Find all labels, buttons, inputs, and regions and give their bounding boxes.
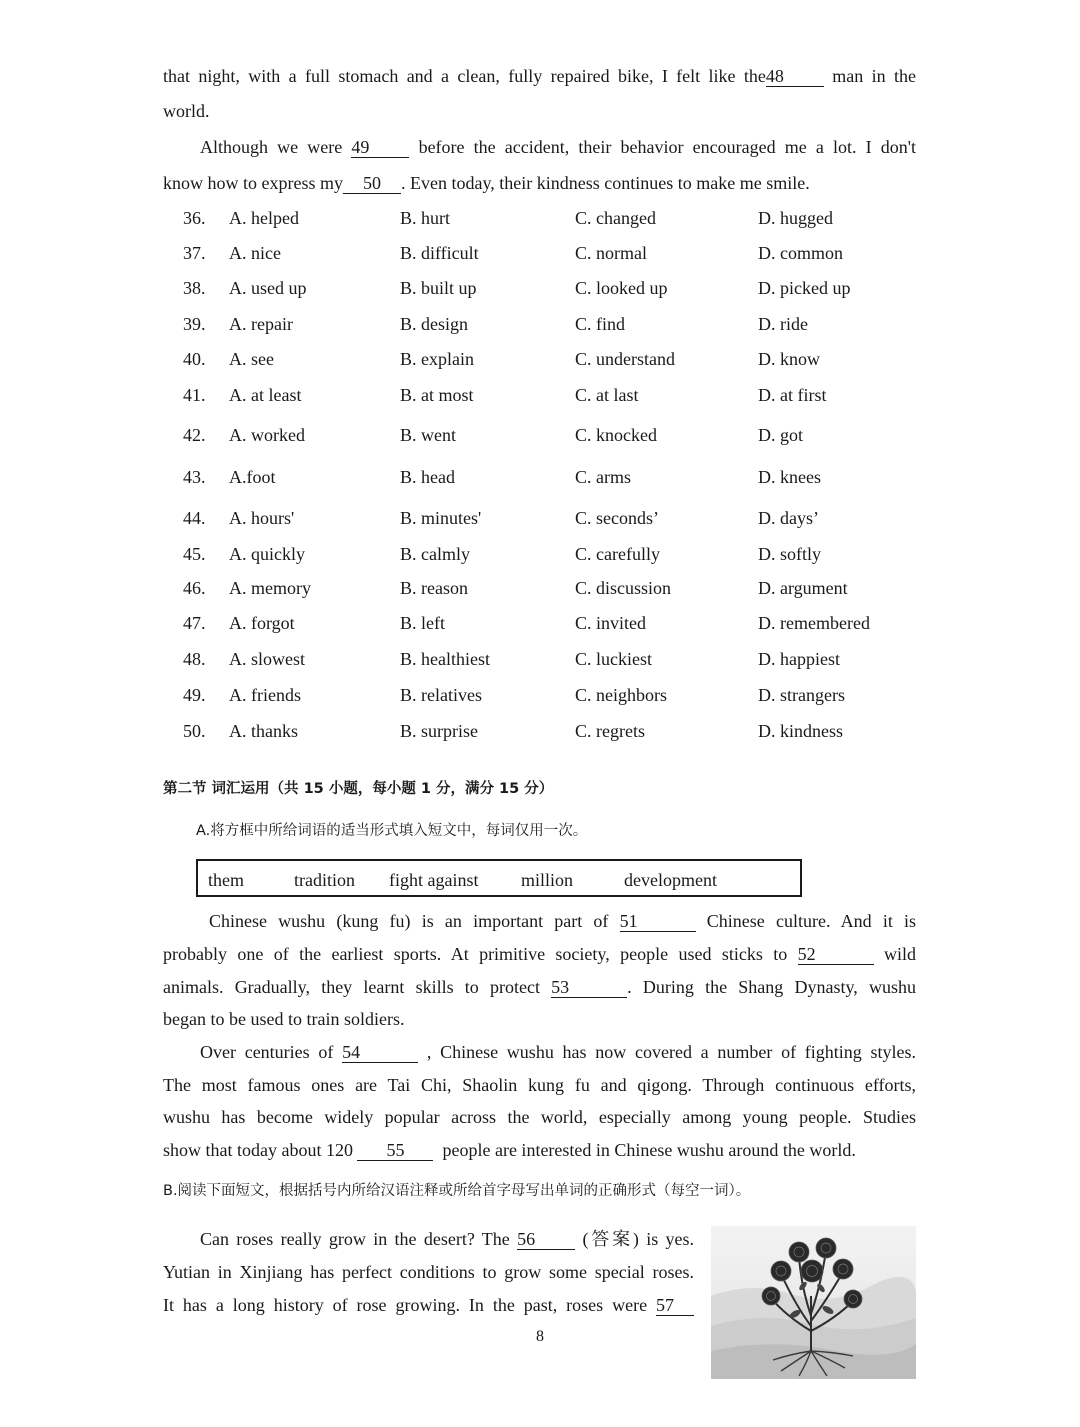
option-b: B. hurt — [400, 208, 451, 228]
option-a: A. friends — [229, 685, 301, 705]
blank-52: 52 — [798, 945, 874, 965]
blank-53: 53 — [551, 978, 627, 998]
blank-55: 55 — [357, 1141, 433, 1161]
option-a: A. repair — [229, 314, 293, 334]
option-row: 44. A. hours' B. minutes' C. seconds’ D. days’ — [183, 508, 819, 528]
option-b: B. head — [400, 467, 455, 487]
desert-rose-image — [711, 1226, 916, 1379]
blank-48: 48 — [766, 67, 824, 87]
blank-49: 49 — [351, 138, 409, 158]
option-c: C. luckiest — [575, 649, 652, 669]
option-d: D. ride — [758, 314, 808, 334]
option-b: B. went — [400, 425, 456, 445]
option-a: A. used up — [229, 278, 307, 298]
word-box-item: them — [208, 870, 244, 890]
option-c: C. at last — [575, 385, 639, 405]
passage-line: Although we were 49 before the accident, their behavior encouraged me a lot. I don't — [200, 137, 917, 157]
option-a: A. slowest — [229, 649, 305, 669]
option-b: B. minutes' — [400, 508, 482, 528]
passage-line: know how to express my 50 . Even today, their kindness continues to make me smile. — [163, 173, 810, 193]
passage-line: animals. Gradually, they learnt skills to protect 53 . During the Shang Dynasty, wushu — [163, 977, 916, 997]
option-row: 47. A. forgot B. left C. invited D. remembered — [183, 613, 870, 633]
option-b: B. difficult — [400, 243, 479, 263]
option-b: B. surprise — [400, 721, 478, 741]
option-a: A. forgot — [229, 613, 295, 633]
option-d: D. got — [758, 425, 803, 445]
option-b: B. healthiest — [400, 649, 490, 669]
passage-line: that night, with a full stomach and a clean, fully repaired bike, I felt like the48 man in the — [163, 66, 916, 86]
option-a: A. memory — [229, 578, 311, 598]
option-b: B. at most — [400, 385, 474, 405]
word-box-item: million — [521, 870, 574, 890]
passage-line: Can roses really grow in the desert? The 56 (答案) is yes. — [200, 1229, 695, 1249]
option-b: B. left — [400, 613, 445, 633]
passage-line: world. — [163, 101, 210, 121]
option-row: 43. A.foot B. head C. arms D. knees — [183, 467, 821, 487]
passage-line: The most famous ones are Tai Chi, Shaolin kung fu and qigong. Through continuous efforts, — [163, 1075, 916, 1095]
option-row: 41. A. at least B. at most C. at last D. at first — [183, 385, 827, 405]
option-b: B. calmly — [400, 544, 470, 564]
blank-56: 56 — [517, 1230, 575, 1250]
option-d: D. happiest — [758, 649, 840, 669]
option-a: A. at least — [229, 385, 302, 405]
option-c: C. understand — [575, 349, 675, 369]
passage-line: Yutian in Xinjiang has perfect conditions to grow some special roses. — [163, 1262, 694, 1282]
option-d: D. common — [758, 243, 843, 263]
option-a: A. quickly — [229, 544, 305, 564]
word-box — [196, 859, 802, 897]
option-d: D. strangers — [758, 685, 845, 705]
option-row: 40. A. see B. explain C. understand D. know — [183, 349, 820, 369]
instruction-b: B.阅读下面短文，根据括号内所给汉语注释或所给首字母写出单词的正确形式（每空一词）。 — [163, 1183, 751, 1199]
option-row: 39. A. repair B. design C. find D. ride — [183, 314, 808, 334]
option-c: C. find — [575, 314, 626, 334]
passage-line: show that today about 120 55 people are interested in Chinese wushu around the world. — [163, 1140, 856, 1160]
passage-line: wushu has become widely popular across the world, especially among young people. Studies — [163, 1107, 916, 1127]
option-c: C. discussion — [575, 578, 672, 598]
option-d: D. picked up — [758, 278, 851, 298]
option-c: C. carefully — [575, 544, 660, 564]
page-number: 8 — [536, 1328, 544, 1345]
option-row: 42. A. worked B. went C. knocked D. got — [183, 425, 803, 445]
option-row: 48. A. slowest B. healthiest C. luckiest D. happiest — [183, 649, 840, 669]
option-d: D. knees — [758, 467, 821, 487]
passage-line: Over centuries of 54 , Chinese wushu has now covered a number of fighting styles. — [200, 1042, 917, 1062]
option-c: C. arms — [575, 467, 631, 487]
option-d: D. argument — [758, 578, 848, 598]
passage-line: It has a long history of rose growing. In the past, roses were 57 — [163, 1294, 694, 1316]
option-a: A. worked — [229, 425, 305, 445]
word-box-item: tradition — [294, 870, 355, 890]
option-c: C. looked up — [575, 278, 668, 298]
blank-51: 51 — [620, 912, 696, 932]
passage-line: probably one of the earliest sports. At primitive society, people used sticks to 52 wild — [163, 944, 916, 964]
passage-line: Chinese wushu (kung fu) is an important part of 51 Chinese culture. And it is — [209, 911, 917, 931]
option-c: C. neighbors — [575, 685, 667, 705]
option-a: A. nice — [229, 243, 281, 263]
option-b: B. design — [400, 314, 469, 334]
blank-50: 50 — [343, 174, 401, 194]
option-c: C. regrets — [575, 721, 645, 741]
option-a: A. thanks — [229, 721, 298, 741]
option-c: C. knocked — [575, 425, 657, 445]
option-row: 49. A. friends B. relatives C. neighbors D. strangers — [183, 685, 845, 705]
option-b: B. built up — [400, 278, 477, 298]
option-a: A. helped — [229, 208, 299, 228]
option-d: D. at first — [758, 385, 827, 405]
word-box-item: development — [624, 870, 717, 890]
option-d: D. hugged — [758, 208, 833, 228]
option-a: A.foot — [229, 467, 276, 487]
word-box-item: fight against — [389, 870, 479, 890]
section-heading: 第二节 词汇运用（共 15 小题，每小题 1 分，满分 15 分） — [163, 781, 554, 797]
option-c: C. seconds’ — [575, 508, 659, 528]
option-row: 50. A. thanks B. surprise C. regrets D. kindness — [183, 721, 843, 741]
option-d: D. days’ — [758, 508, 819, 528]
option-b: B. reason — [400, 578, 468, 598]
option-d: D. remembered — [758, 613, 870, 633]
option-a: A. hours' — [229, 508, 295, 528]
option-d: D. know — [758, 349, 820, 369]
passage-line: began to be used to train soldiers. — [163, 1009, 405, 1029]
option-c: C. changed — [575, 208, 656, 228]
option-d: D. softly — [758, 544, 821, 564]
option-b: B. relatives — [400, 685, 482, 705]
option-b: B. explain — [400, 349, 474, 369]
instruction-a: A.将方框中所给词语的适当形式填入短文中，每词仅用一次。 — [196, 823, 588, 839]
option-a: A. see — [229, 349, 274, 369]
option-row: 37. A. nice B. difficult C. normal D. common — [183, 243, 843, 263]
option-row: 38. A. used up B. built up C. looked up D. picked up — [183, 278, 851, 298]
blank-54: 54 — [342, 1043, 418, 1063]
option-row: 45. A. quickly B. calmly C. carefully D. softly — [183, 544, 821, 564]
blank-57: 57 — [656, 1296, 694, 1316]
option-c: C. normal — [575, 243, 647, 263]
option-row: 36. A. helped B. hurt C. changed D. hugged — [183, 208, 833, 228]
option-d: D. kindness — [758, 721, 843, 741]
option-row: 46. A. memory B. reason C. discussion D. argument — [183, 578, 848, 598]
option-c: C. invited — [575, 613, 646, 633]
